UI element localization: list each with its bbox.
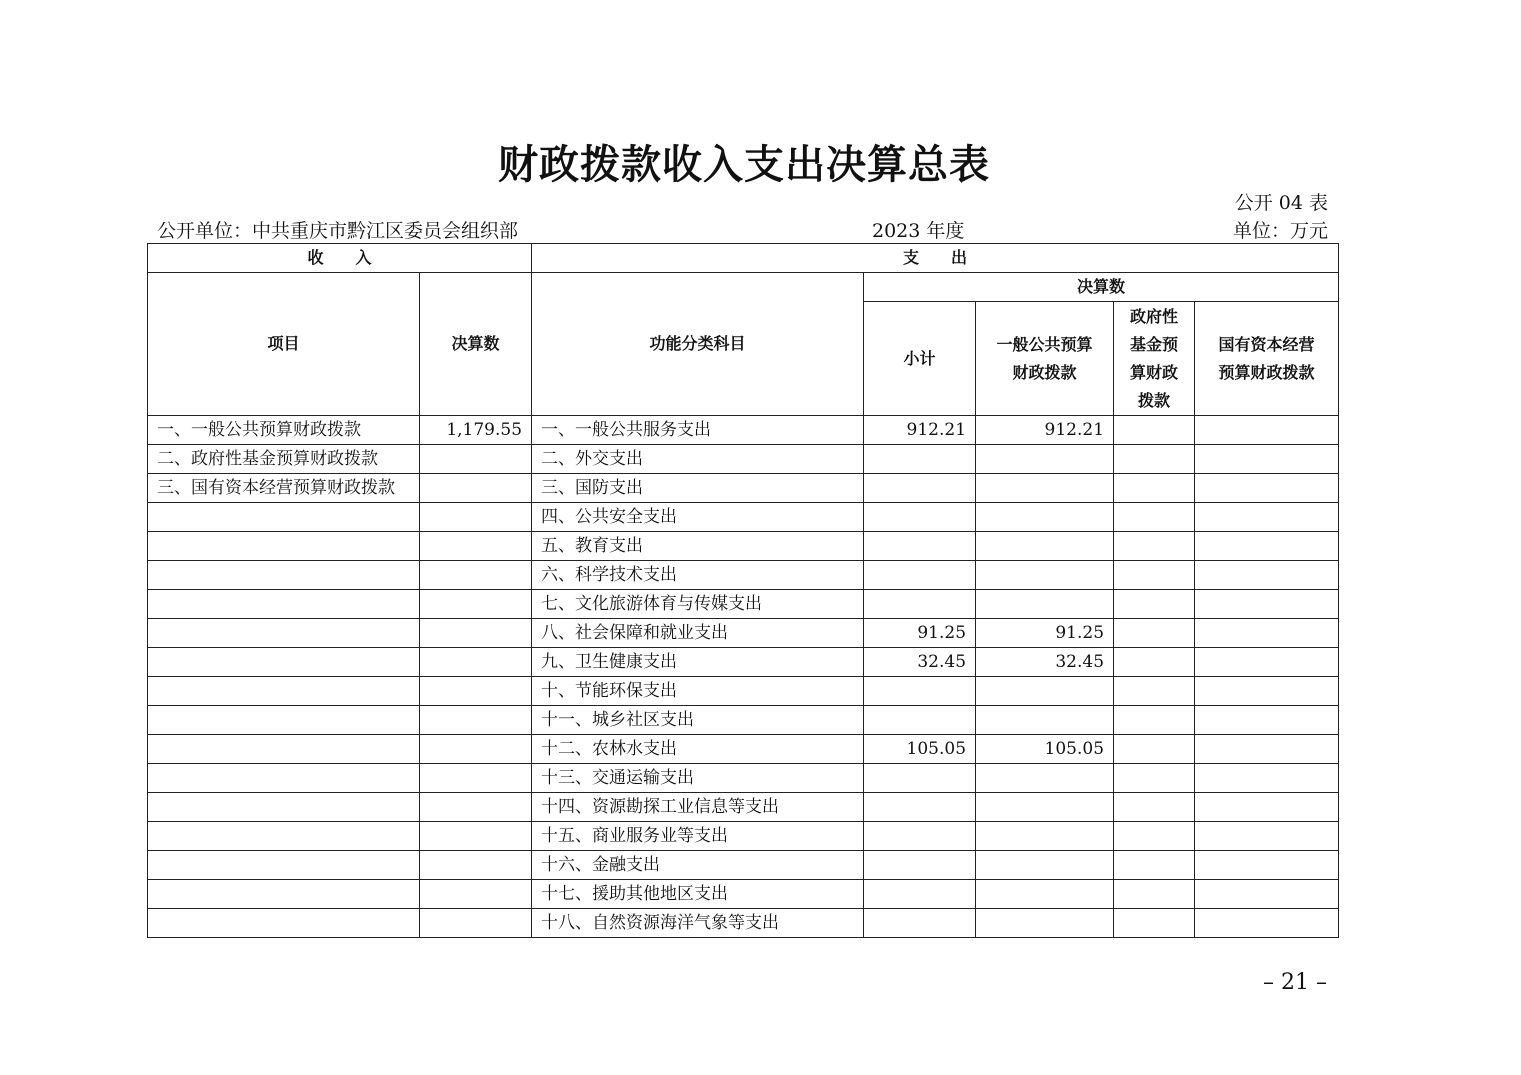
page-title: 财政拨款收入支出决算总表 bbox=[498, 141, 990, 188]
category-cell: 一、一般公共服务支出 bbox=[532, 416, 864, 445]
category-cell: 六、科学技术支出 bbox=[532, 561, 864, 590]
income-amount-cell bbox=[420, 706, 532, 735]
gov-fund-cell bbox=[1114, 677, 1195, 706]
category-cell: 八、社会保障和就业支出 bbox=[532, 619, 864, 648]
subtotal-cell: 105.05 bbox=[864, 735, 976, 764]
category-cell: 十三、交通运输支出 bbox=[532, 764, 864, 793]
state-capital-cell bbox=[1195, 474, 1339, 503]
table-row bbox=[148, 764, 1339, 793]
table-row bbox=[148, 619, 1339, 648]
general-budget-header: 一般公共预算财政拨款 bbox=[976, 302, 1114, 416]
subtotal-cell bbox=[864, 532, 976, 561]
reporting-unit: 公开单位：中共重庆市黔江区委员会组织部 bbox=[157, 220, 519, 242]
state-capital-cell bbox=[1195, 851, 1339, 880]
item-header: 项目 bbox=[148, 273, 420, 416]
table-row bbox=[148, 677, 1339, 706]
table-row bbox=[148, 880, 1339, 909]
gov-fund-cell bbox=[1114, 474, 1195, 503]
income-item-cell bbox=[148, 735, 420, 764]
gov-fund-cell bbox=[1114, 822, 1195, 851]
income-item-cell bbox=[148, 619, 420, 648]
income-item-cell bbox=[148, 677, 420, 706]
subtotal-cell bbox=[864, 909, 976, 938]
income-amount-cell bbox=[420, 474, 532, 503]
income-amount-cell bbox=[420, 619, 532, 648]
income-item-cell: 一、一般公共预算财政拨款 bbox=[148, 416, 420, 445]
subtotal-cell bbox=[864, 590, 976, 619]
income-amount-cell bbox=[420, 851, 532, 880]
subtotal-cell bbox=[864, 445, 976, 474]
state-capital-header: 国有资本经营预算财政拨款 bbox=[1195, 302, 1339, 416]
subtotal-cell bbox=[864, 474, 976, 503]
subtotal-cell: 32.45 bbox=[864, 648, 976, 677]
subtotal-cell bbox=[864, 880, 976, 909]
general-budget-cell bbox=[976, 445, 1114, 474]
function-category-header: 功能分类科目 bbox=[532, 273, 864, 416]
general-budget-cell bbox=[976, 822, 1114, 851]
table-row bbox=[148, 561, 1339, 590]
category-cell: 十五、商业服务业等支出 bbox=[532, 822, 864, 851]
gov-fund-cell bbox=[1114, 909, 1195, 938]
state-capital-cell bbox=[1195, 561, 1339, 590]
category-cell: 十一、城乡社区支出 bbox=[532, 706, 864, 735]
general-budget-cell bbox=[976, 677, 1114, 706]
general-budget-cell bbox=[976, 706, 1114, 735]
currency-unit: 单位：万元 bbox=[1232, 220, 1328, 242]
income-item-cell bbox=[148, 764, 420, 793]
income-amount-cell bbox=[420, 677, 532, 706]
state-capital-cell bbox=[1195, 416, 1339, 445]
general-budget-cell: 105.05 bbox=[976, 735, 1114, 764]
table-row bbox=[148, 735, 1339, 764]
general-budget-cell: 91.25 bbox=[976, 619, 1114, 648]
income-amount-cell bbox=[420, 503, 532, 532]
income-amount-cell bbox=[420, 445, 532, 474]
subtotal-cell bbox=[864, 764, 976, 793]
gov-fund-cell bbox=[1114, 503, 1195, 532]
general-budget-cell bbox=[976, 880, 1114, 909]
page-number: – 21 – bbox=[1263, 970, 1327, 995]
income-amount-cell bbox=[420, 822, 532, 851]
state-capital-cell bbox=[1195, 590, 1339, 619]
state-capital-cell bbox=[1195, 648, 1339, 677]
category-cell: 十二、农林水支出 bbox=[532, 735, 864, 764]
subtotal-cell bbox=[864, 793, 976, 822]
income-item-cell bbox=[148, 793, 420, 822]
subtotal-header: 小计 bbox=[864, 302, 976, 416]
gov-fund-cell bbox=[1114, 619, 1195, 648]
state-capital-cell bbox=[1195, 503, 1339, 532]
expense-header: 支 出 bbox=[532, 244, 1339, 273]
income-amount-cell: 1,179.55 bbox=[420, 416, 532, 445]
income-amount-cell bbox=[420, 793, 532, 822]
income-item-cell bbox=[148, 706, 420, 735]
general-budget-cell bbox=[976, 532, 1114, 561]
state-capital-cell bbox=[1195, 677, 1339, 706]
state-capital-cell bbox=[1195, 880, 1339, 909]
subtotal-cell bbox=[864, 561, 976, 590]
state-capital-cell bbox=[1195, 909, 1339, 938]
table-row bbox=[148, 851, 1339, 880]
subtotal-cell bbox=[864, 851, 976, 880]
general-budget-cell bbox=[976, 764, 1114, 793]
table-row bbox=[148, 503, 1339, 532]
subtotal-cell bbox=[864, 503, 976, 532]
income-amount-cell bbox=[420, 909, 532, 938]
income-item-cell: 二、政府性基金预算财政拨款 bbox=[148, 445, 420, 474]
income-item-cell bbox=[148, 909, 420, 938]
general-budget-cell bbox=[976, 503, 1114, 532]
category-cell: 九、卫生健康支出 bbox=[532, 648, 864, 677]
table-row bbox=[148, 532, 1339, 561]
income-item-cell bbox=[148, 503, 420, 532]
subtotal-cell: 91.25 bbox=[864, 619, 976, 648]
gov-fund-cell bbox=[1114, 851, 1195, 880]
table-row bbox=[148, 822, 1339, 851]
income-amount-cell bbox=[420, 561, 532, 590]
income-item-cell bbox=[148, 590, 420, 619]
income-amount-cell bbox=[420, 648, 532, 677]
income-amount-cell bbox=[420, 880, 532, 909]
gov-fund-cell bbox=[1114, 561, 1195, 590]
gov-fund-cell bbox=[1114, 706, 1195, 735]
category-cell: 四、公共安全支出 bbox=[532, 503, 864, 532]
state-capital-cell bbox=[1195, 822, 1339, 851]
subtotal-cell bbox=[864, 706, 976, 735]
income-amount-cell bbox=[420, 590, 532, 619]
gov-fund-cell bbox=[1114, 532, 1195, 561]
table-row bbox=[148, 909, 1339, 938]
general-budget-cell: 32.45 bbox=[976, 648, 1114, 677]
state-capital-cell bbox=[1195, 619, 1339, 648]
table-row bbox=[148, 474, 1339, 503]
table-row bbox=[148, 793, 1339, 822]
table-row bbox=[148, 590, 1339, 619]
category-cell: 十八、自然资源海洋气象等支出 bbox=[532, 909, 864, 938]
income-item-cell bbox=[148, 648, 420, 677]
state-capital-cell bbox=[1195, 532, 1339, 561]
general-budget-cell: 912.21 bbox=[976, 416, 1114, 445]
state-capital-cell bbox=[1195, 735, 1339, 764]
gov-fund-cell bbox=[1114, 735, 1195, 764]
category-cell: 十七、援助其他地区支出 bbox=[532, 880, 864, 909]
gov-fund-cell bbox=[1114, 880, 1195, 909]
income-item-cell: 三、国有资本经营预算财政拨款 bbox=[148, 474, 420, 503]
income-amount-cell bbox=[420, 532, 532, 561]
income-amount-cell bbox=[420, 764, 532, 793]
gov-fund-cell bbox=[1114, 648, 1195, 677]
income-item-cell bbox=[148, 822, 420, 851]
general-budget-cell bbox=[976, 793, 1114, 822]
category-cell: 十四、资源勘探工业信息等支出 bbox=[532, 793, 864, 822]
general-budget-cell bbox=[976, 590, 1114, 619]
income-item-cell bbox=[148, 851, 420, 880]
subtotal-cell bbox=[864, 677, 976, 706]
subtotal-cell bbox=[864, 822, 976, 851]
gov-fund-cell bbox=[1114, 416, 1195, 445]
table-row bbox=[148, 648, 1339, 677]
fiscal-year: 2023 年度 bbox=[872, 220, 965, 242]
state-capital-cell bbox=[1195, 445, 1339, 474]
category-cell: 三、国防支出 bbox=[532, 474, 864, 503]
income-item-cell bbox=[148, 532, 420, 561]
general-budget-cell bbox=[976, 909, 1114, 938]
form-number: 公开 04 表 bbox=[1234, 192, 1328, 214]
category-cell: 十、节能环保支出 bbox=[532, 677, 864, 706]
income-header: 收 入 bbox=[148, 244, 532, 273]
income-item-cell bbox=[148, 561, 420, 590]
amount-header: 决算数 bbox=[420, 273, 532, 416]
subtotal-cell: 912.21 bbox=[864, 416, 976, 445]
gov-fund-cell bbox=[1114, 764, 1195, 793]
table-row bbox=[148, 706, 1339, 735]
gov-fund-cell bbox=[1114, 590, 1195, 619]
state-capital-cell bbox=[1195, 793, 1339, 822]
general-budget-cell bbox=[976, 561, 1114, 590]
budget-table bbox=[147, 243, 1339, 938]
table-row bbox=[148, 416, 1339, 445]
state-capital-cell bbox=[1195, 706, 1339, 735]
general-budget-cell bbox=[976, 474, 1114, 503]
category-cell: 七、文化旅游体育与传媒支出 bbox=[532, 590, 864, 619]
category-cell: 二、外交支出 bbox=[532, 445, 864, 474]
gov-fund-cell bbox=[1114, 793, 1195, 822]
category-cell: 十六、金融支出 bbox=[532, 851, 864, 880]
table-row bbox=[148, 445, 1339, 474]
final-amount-header: 决算数 bbox=[864, 273, 1339, 302]
general-budget-cell bbox=[976, 851, 1114, 880]
table-body bbox=[148, 416, 1339, 938]
income-amount-cell bbox=[420, 735, 532, 764]
income-item-cell bbox=[148, 880, 420, 909]
gov-fund-header: 政府性基金预算财政拨款 bbox=[1114, 302, 1195, 416]
category-cell: 五、教育支出 bbox=[532, 532, 864, 561]
state-capital-cell bbox=[1195, 764, 1339, 793]
gov-fund-cell bbox=[1114, 445, 1195, 474]
